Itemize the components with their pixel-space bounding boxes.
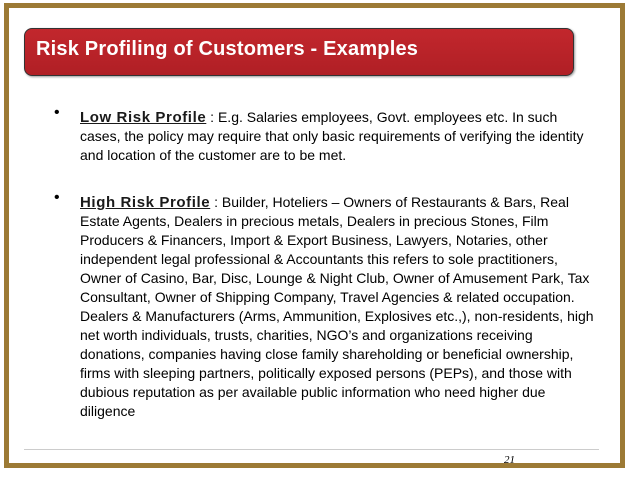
footer-divider [24,449,599,450]
bullet-text-low-risk: : E.g. Salaries employees, Govt. employees etc. In such cases, the policy may require that only basic requirements of verifying the identity and location of the customer are to be met. [80,109,584,163]
bullet-low-risk [80,108,600,165]
bullet-dot: • [54,104,60,121]
slide-title: Risk Profiling of Customers - Examples [36,38,419,60]
bullet-label-high-risk: High Risk Profile [80,194,211,211]
page-number: 21 [504,454,515,466]
bullet-high-risk [80,193,600,421]
bullet-text-high-risk: : Builder, Hoteliers – Owners of Restaurants & Bars, Real Estate Agents, Dealers in precious metals, Dealers in precious Stones, Film Producers & Financers, Import & Export Business, Lawyers, Notaries, other independent legal professional & Accountants this refers to sole practitioners, Owner of Casino, Bar, Disc, Lounge & Night Club, Owner of Amusement Park, Tax Consultant, Owner of Shipping Company, Travel Agencies & related occupation. Dealers & Manufacturers (Arms, Ammunition, Explosives etc.,), non-residents, high net worth individuals, trusts, charities, NGO’s and organizations receiving donations, companies having close family shareholding or beneficial ownership, firms with sleeping partners, politically exposed persons (PEPs), and those with dubious reputation as per available public information who need higher due diligence [80,194,594,419]
bullet-label-low-risk: Low Risk Profile [80,109,207,126]
bullet-dot: • [54,189,60,206]
